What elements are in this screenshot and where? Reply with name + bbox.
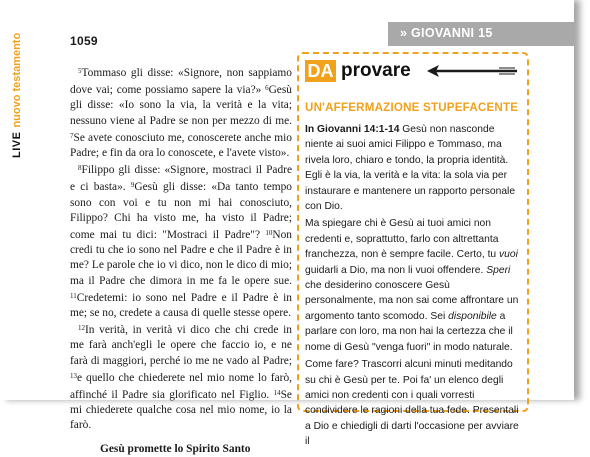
feature-paragraph [305,122,519,214]
paragraph-text: a parlare con loro, ma non hai la certezza che il nome di Gesù "venga fuori" in modo naturale. [305,310,513,353]
arrow-left-icon [427,64,519,78]
scripture-reference: In Giovanni 14:1-14 [305,124,400,135]
scripture-column [70,64,292,457]
paragraph-text: che desiderino conoscere Gesù personalmente, ma non sai come affrontare un argomento tanto scomodo. Sei [305,280,519,322]
verse-number: 8 [78,164,82,173]
verse-text: In verità, in verità vi dico che chi crede in me farà anch'egli le opere che faccio io, e ne farà di maggiori, perché io me ne vado al Padre; [70,324,292,367]
feature-badge: DA [305,60,336,82]
spine-label [6,30,28,160]
verse-text: Filippo gli disse: «Signore, mostraci il Padre e ci basta». [70,164,292,194]
spine-section: nuovo testamento [11,32,23,128]
verse-text: Credetemi: io sono nel Padre e il Padre è in me; se no, credete a causa di quelle stesse opere. [70,291,292,320]
scripture-paragraph [70,321,292,433]
section-heading: Gesù promette lo Spirito Santo [100,442,251,455]
feature-header [305,60,517,82]
verse-number: 14 [273,389,281,398]
verse-text: Se avete conosciuto me, conoscerete anche mio Padre; e fin da ora lo conoscete, e l'avete visto». [70,131,292,160]
emphasis: disponibile [448,310,497,322]
feature-paragraph: Come fare? Trascorri alcuni minuti meditando su chi è Gesù per te. Poi fa' un elenco degli amici non credenti con i quali vorresti condividere le ragioni della tua fede. Presentali a Dio e chiedigli di darti l'occasione per avviare il [305,359,519,448]
verse-number: 6 [265,84,269,93]
chapter-tab: » GIOVANNI 15 [388,22,574,46]
paragraph-text: guidarli a Dio, ma non li vuoi offendere. [305,264,487,276]
verse-text: Tommaso gli disse: «Signore, non sappiamo dove vai; come possiamo sapere la via?» [70,67,292,97]
verse-number: 12 [78,324,85,333]
verse-text: e quello che chiederete nel mio nome lo farò, affinché il Padre sia glorificato nel Figlio. [70,371,292,402]
verse-number: 11 [70,291,77,300]
scripture-paragraph [70,64,292,161]
verse-number: 13 [70,371,77,380]
feature-title: provare [341,60,411,81]
verse-number: 5 [78,67,82,75]
verse-text: Non credi tu che io sono nel Padre e che il Padre è in me? Le parole che io vi dico, non le dico di mio; ma il Padre che dimora in me fa le opere sue. [70,229,292,287]
page-number: 1059 [70,34,98,48]
emphasis: vuoi [499,249,518,261]
verse-number: 7 [70,131,74,140]
feature-subtitle: UN'AFFERMAZIONE STUPEFACENTE [305,101,519,114]
scripture-paragraph [70,161,292,321]
feature-body [305,122,519,452]
verse-text: Se mi chiederete qualche cosa nel mio nome, io la farò. [70,389,292,432]
verse-number: 9 [130,181,135,190]
verse-text: Gesù gli disse: «Io sono la via, la verità e la vita; nessuno viene al Padre se non per mezzo di me. [70,84,292,127]
paragraph-text: Ma spiegare chi è Gesù ai tuoi amici non credenti e, soprattutto, farlo con altrettanta franchezza, non è sempre facile. Certo, tu [305,218,500,261]
emphasis: Speri [486,264,511,276]
feature-paragraph [305,216,519,355]
spine-live: LIVE [11,131,23,158]
verse-text: Gesù gli disse: «Da tanto tempo sono con voi e tu non mi hai conosciuto, Filippo? Chi ha visto me, ha visto il Padre; come mai tu dici: "Mostraci il Padre"? [70,181,292,242]
paragraph-text: Gesù non nasconde niente ai suoi amici Filippo e Tommaso, ma rivela loro, chiaro e tondo, la propria identità. Egli è la via, la verità e la vita: la sola via per instaurare e mantenere un rapporto personale con Dio. [305,124,516,213]
verse-number: 10 [265,229,273,238]
